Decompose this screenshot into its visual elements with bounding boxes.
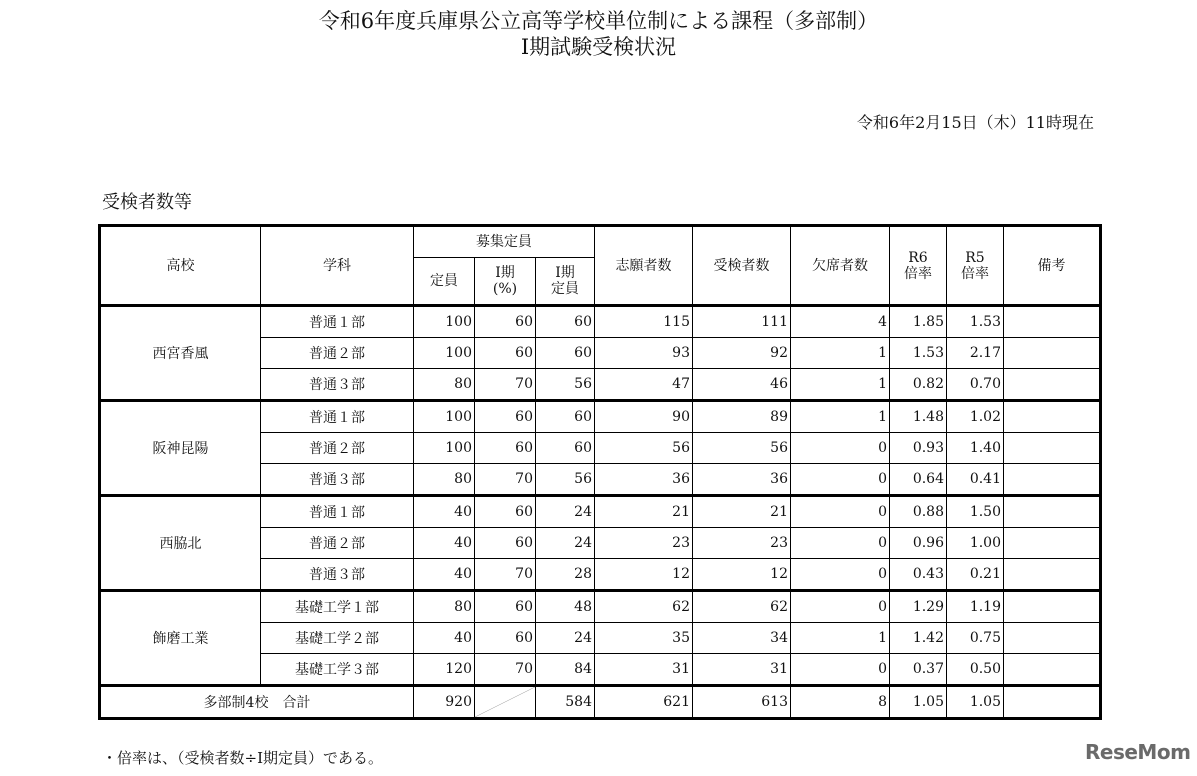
cell-phase1-capacity: 28: [536, 559, 595, 591]
header-phase1-capacity: Ⅰ期 定員: [536, 258, 595, 306]
cell-examinees: 21: [693, 496, 791, 528]
total-label: 多部制4校 合計: [100, 686, 414, 719]
cell-phase1-pct: 60: [475, 338, 536, 369]
cell-phase1-pct: 70: [475, 369, 536, 401]
dept-name: 普通１部: [261, 401, 414, 433]
dept-name: 普通１部: [261, 496, 414, 528]
total-applicants: 621: [595, 686, 693, 719]
cell-applicants: 36: [595, 464, 693, 496]
cell-phase1-capacity: 60: [536, 338, 595, 369]
cell-phase1-pct: 60: [475, 433, 536, 464]
cell-absentees: 1: [791, 338, 890, 369]
cell-absentees: 4: [791, 306, 890, 338]
cell-capacity: 100: [414, 338, 475, 369]
cell-phase1-capacity: 24: [536, 528, 595, 559]
cell-remarks: [1004, 338, 1101, 369]
school-name: 飾磨工業: [100, 591, 261, 686]
cell-r6-ratio: 0.93: [890, 433, 947, 464]
cell-capacity: 40: [414, 623, 475, 654]
cell-capacity: 40: [414, 496, 475, 528]
header-recruit: 募集定員: [414, 226, 595, 258]
school-group: [100, 496, 1101, 591]
cell-phase1-pct: 60: [475, 306, 536, 338]
dept-name: 普通２部: [261, 528, 414, 559]
cell-r5-ratio: 1.40: [947, 433, 1004, 464]
cell-remarks: [1004, 464, 1101, 496]
dept-name: 基礎工学２部: [261, 623, 414, 654]
cell-r6-ratio: 1.42: [890, 623, 947, 654]
cell-applicants: 115: [595, 306, 693, 338]
dept-name: 普通１部: [261, 306, 414, 338]
dept-name: 普通２部: [261, 433, 414, 464]
total-capacity: 920: [414, 686, 475, 719]
header-r5-ratio: R5 倍率: [947, 226, 1004, 306]
cell-examinees: 111: [693, 306, 791, 338]
cell-capacity: 80: [414, 591, 475, 623]
cell-r6-ratio: 0.88: [890, 496, 947, 528]
dept-name: 普通２部: [261, 338, 414, 369]
cell-remarks: [1004, 401, 1101, 433]
cell-phase1-capacity: 60: [536, 306, 595, 338]
cell-remarks: [1004, 433, 1101, 464]
cell-phase1-pct: 60: [475, 496, 536, 528]
cell-r5-ratio: 1.02: [947, 401, 1004, 433]
cell-remarks: [1004, 654, 1101, 686]
cell-absentees: 0: [791, 528, 890, 559]
header-examinees: 受検者数: [693, 226, 791, 306]
cell-r5-ratio: 2.17: [947, 338, 1004, 369]
cell-phase1-capacity: 56: [536, 369, 595, 401]
diagonal-slash-icon: [475, 687, 535, 717]
cell-absentees: 1: [791, 369, 890, 401]
dept-name: 基礎工学１部: [261, 591, 414, 623]
header-dept: 学科: [261, 226, 414, 306]
total-row: [100, 686, 1101, 719]
cell-applicants: 35: [595, 623, 693, 654]
cell-remarks: [1004, 369, 1101, 401]
footnote: ・倍率は、（受検者数÷Ⅰ期定員）である。: [102, 749, 383, 767]
table-row: [100, 306, 1101, 338]
resemom-logo: ReseMom: [1085, 740, 1191, 764]
total-phase1-capacity: 584: [536, 686, 595, 719]
cell-examinees: 46: [693, 369, 791, 401]
cell-absentees: 1: [791, 401, 890, 433]
page-subtitle: Ⅰ期試験受検状況: [520, 35, 677, 59]
cell-phase1-pct: 60: [475, 623, 536, 654]
cell-capacity: 40: [414, 559, 475, 591]
school-group: [100, 306, 1101, 401]
table-row: [100, 401, 1101, 433]
cell-phase1-pct: 60: [475, 591, 536, 623]
cell-capacity: 80: [414, 369, 475, 401]
header-absentees: 欠席者数: [791, 226, 890, 306]
table-row: [100, 591, 1101, 623]
school-group: [100, 591, 1101, 686]
cell-capacity: 100: [414, 306, 475, 338]
page-title: 令和6年度兵庫県公立高等学校単位制による課程（多部制）: [318, 9, 879, 33]
cell-applicants: 23: [595, 528, 693, 559]
cell-absentees: 0: [791, 464, 890, 496]
cell-r6-ratio: 0.82: [890, 369, 947, 401]
cell-applicants: 21: [595, 496, 693, 528]
header-remarks: 備考: [1004, 226, 1101, 306]
cell-r5-ratio: 0.75: [947, 623, 1004, 654]
cell-capacity: 120: [414, 654, 475, 686]
cell-r6-ratio: 1.29: [890, 591, 947, 623]
school-group: [100, 401, 1101, 496]
cell-phase1-capacity: 84: [536, 654, 595, 686]
cell-phase1-capacity: 60: [536, 401, 595, 433]
as-of-date: 令和6年2月15日（木）11時現在: [856, 113, 1094, 132]
cell-phase1-capacity: 60: [536, 433, 595, 464]
cell-phase1-capacity: 48: [536, 591, 595, 623]
cell-r6-ratio: 0.43: [890, 559, 947, 591]
total-remarks: [1004, 686, 1101, 719]
header-school: 高校: [100, 226, 261, 306]
cell-capacity: 100: [414, 433, 475, 464]
header-applicants: 志願者数: [595, 226, 693, 306]
cell-capacity: 80: [414, 464, 475, 496]
cell-examinees: 92: [693, 338, 791, 369]
cell-absentees: 0: [791, 591, 890, 623]
cell-phase1-capacity: 24: [536, 623, 595, 654]
cell-remarks: [1004, 591, 1101, 623]
header-r6-ratio: R6 倍率: [890, 226, 947, 306]
cell-r5-ratio: 0.21: [947, 559, 1004, 591]
exam-status-table: [98, 224, 1102, 720]
cell-absentees: 0: [791, 433, 890, 464]
dept-name: 普通３部: [261, 464, 414, 496]
cell-remarks: [1004, 559, 1101, 591]
header-phase1-pct: Ⅰ期 (%): [475, 258, 536, 306]
cell-remarks: [1004, 623, 1101, 654]
cell-examinees: 12: [693, 559, 791, 591]
cell-capacity: 100: [414, 401, 475, 433]
cell-phase1-capacity: 24: [536, 496, 595, 528]
cell-applicants: 93: [595, 338, 693, 369]
cell-examinees: 62: [693, 591, 791, 623]
cell-r5-ratio: 1.53: [947, 306, 1004, 338]
cell-examinees: 31: [693, 654, 791, 686]
total-pct-empty: [475, 686, 536, 719]
cell-applicants: 90: [595, 401, 693, 433]
cell-absentees: 0: [791, 654, 890, 686]
cell-phase1-pct: 60: [475, 528, 536, 559]
cell-r6-ratio: 0.37: [890, 654, 947, 686]
cell-applicants: 62: [595, 591, 693, 623]
cell-remarks: [1004, 496, 1101, 528]
dept-name: 基礎工学３部: [261, 654, 414, 686]
cell-r6-ratio: 1.48: [890, 401, 947, 433]
cell-r5-ratio: 0.41: [947, 464, 1004, 496]
total-examinees: 613: [693, 686, 791, 719]
cell-examinees: 36: [693, 464, 791, 496]
cell-r6-ratio: 0.96: [890, 528, 947, 559]
header-capacity: 定員: [414, 258, 475, 306]
cell-r5-ratio: 0.70: [947, 369, 1004, 401]
total-absentees: 8: [791, 686, 890, 719]
cell-examinees: 56: [693, 433, 791, 464]
cell-applicants: 47: [595, 369, 693, 401]
cell-absentees: 0: [791, 496, 890, 528]
cell-phase1-pct: 60: [475, 401, 536, 433]
cell-phase1-pct: 70: [475, 464, 536, 496]
cell-applicants: 56: [595, 433, 693, 464]
cell-phase1-pct: 70: [475, 559, 536, 591]
cell-r6-ratio: 0.64: [890, 464, 947, 496]
cell-r5-ratio: 1.19: [947, 591, 1004, 623]
cell-remarks: [1004, 306, 1101, 338]
cell-r5-ratio: 1.50: [947, 496, 1004, 528]
cell-r5-ratio: 1.00: [947, 528, 1004, 559]
cell-examinees: 23: [693, 528, 791, 559]
cell-remarks: [1004, 528, 1101, 559]
cell-absentees: 1: [791, 623, 890, 654]
total-r6-ratio: 1.05: [890, 686, 947, 719]
cell-r6-ratio: 1.85: [890, 306, 947, 338]
cell-applicants: 31: [595, 654, 693, 686]
total-r5-ratio: 1.05: [947, 686, 1004, 719]
school-name: 西脇北: [100, 496, 261, 591]
school-name: 西宮香風: [100, 306, 261, 401]
table-row: [100, 496, 1101, 528]
cell-phase1-pct: 70: [475, 654, 536, 686]
cell-applicants: 12: [595, 559, 693, 591]
dept-name: 普通３部: [261, 559, 414, 591]
dept-name: 普通３部: [261, 369, 414, 401]
school-name: 阪神昆陽: [100, 401, 261, 496]
cell-r5-ratio: 0.50: [947, 654, 1004, 686]
cell-examinees: 34: [693, 623, 791, 654]
cell-capacity: 40: [414, 528, 475, 559]
section-label: 受検者数等: [102, 192, 192, 213]
cell-absentees: 0: [791, 559, 890, 591]
cell-phase1-capacity: 56: [536, 464, 595, 496]
cell-examinees: 89: [693, 401, 791, 433]
cell-r6-ratio: 1.53: [890, 338, 947, 369]
